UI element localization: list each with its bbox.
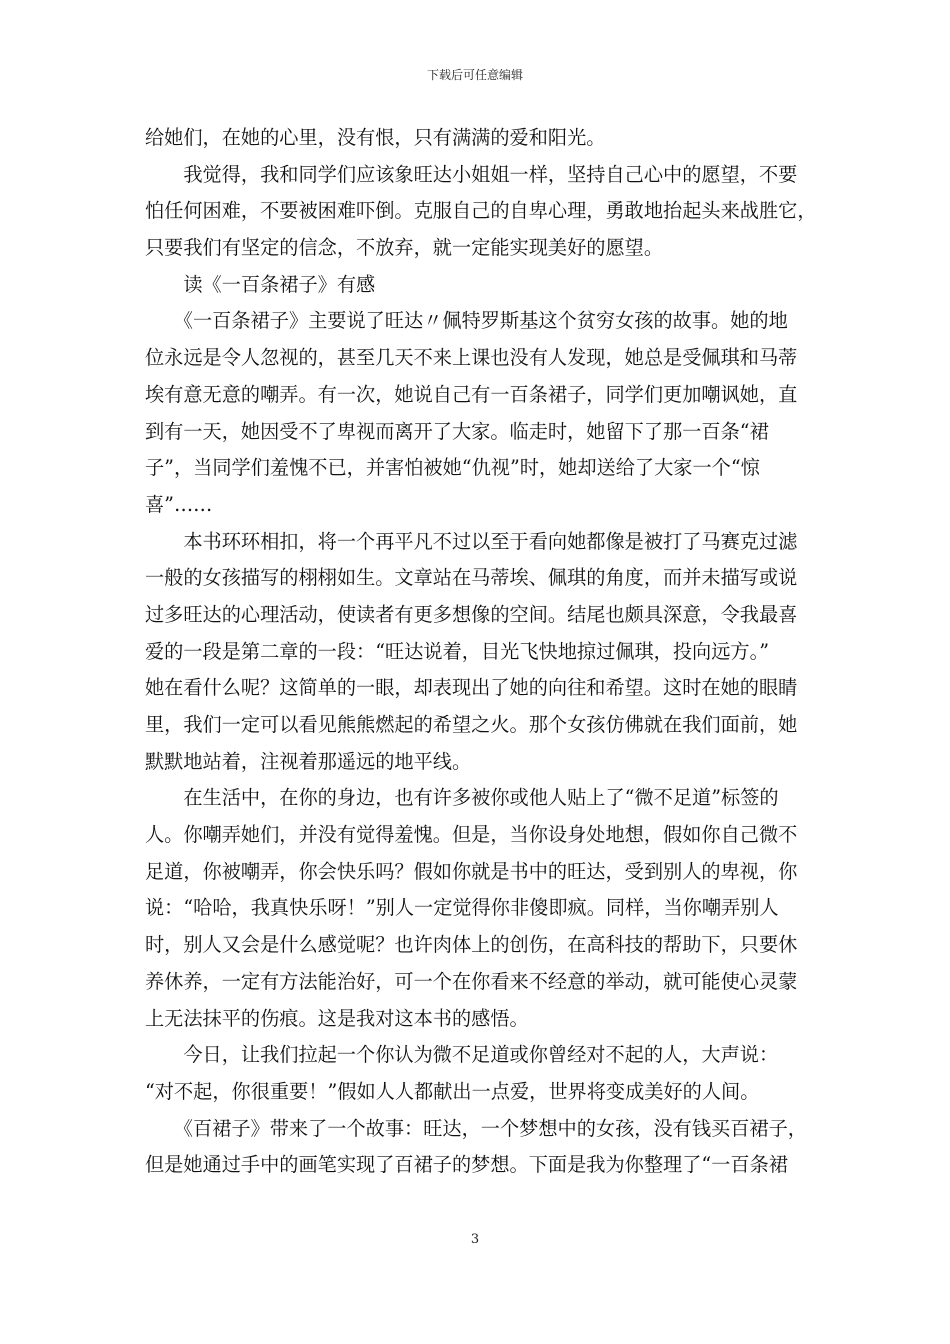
text-line: “对不起，你很重要！”假如人人都献出一点爱，世界将变成美好的人间。: [145, 1079, 760, 1103]
text-line: 默默地站着，注视着那遥远的地平线。: [145, 749, 472, 773]
text-line: 给她们，在她的心里，没有恨，只有满满的爱和阳光。: [145, 126, 606, 149]
text-line: 在生活中，在你的身边，也有许多被你或他人贴上了“微不足道”标签的: [145, 786, 779, 810]
text-line: 人。你嘲弄她们，并没有觉得羞愧。但是，当你设身处地想，假如你自己微不: [145, 823, 798, 847]
text-line: 《一百条裙子》主要说了旺达〃佩特罗斯基这个贫穷女孩的故事。她的地: [145, 309, 788, 333]
text-line: 位永远是令人忽视的，甚至几天不来上课也没有人发现，她总是受佩琪和马蒂: [145, 346, 798, 370]
text-line: 里，我们一定可以看见熊熊燃起的希望之火。那个女孩仿佛就在我们面前，她: [145, 713, 798, 736]
text-line: 养休养，一定有方法能治好，可一个在你看来不经意的举动，就可能使心灵蒙: [145, 969, 798, 993]
text-line: 本书环环相扣，将一个再平凡不过以至于看向她都像是被打了马赛克过滤: [145, 529, 798, 553]
text-line: 一般的女孩描写的栩栩如生。文章站在马蒂埃、佩琪的角度，而并未描写或说: [145, 566, 798, 590]
page-number: 3: [470, 1232, 480, 1247]
text-line: 她在看什么呢？这简单的一眼，却表现出了她的向往和希望。这时在她的眼睛: [145, 676, 798, 700]
text-line: 我觉得，我和同学们应该象旺达小姐姐一样，坚持自己心中的愿望，不要: [145, 162, 798, 186]
text-line: 只要我们有坚定的信念，不放弃，就一定能实现美好的愿望。: [145, 236, 664, 260]
text-line: 说：“哈哈，我真快乐呀！”别人一定觉得你非傻即疯。同样，当你嘲弄别人: [145, 896, 779, 920]
page-header: 下载后可任意编辑: [426, 68, 523, 82]
text-line: 时，别人又会是什么感觉呢？也许肉体上的创伤，在高科技的帮助下，只要休: [145, 933, 798, 957]
text-line: 过多旺达的心理活动，使读者有更多想像的空间。结尾也颇具深意，令我最喜: [145, 602, 798, 626]
text-line: 上无法抹平的伤痕。这是我对这本书的感悟。: [145, 1006, 529, 1030]
text-line: 但是她通过手中的画笔实现了百裙子的梦想。下面是我为你整理了“一百条裙: [145, 1153, 788, 1177]
text-line: 读《一百条裙子》有感: [145, 272, 376, 296]
text-line: 怕任何困难，不要被困难吓倒。克服自己的自卑心理，勇敢地抬起头来战胜它，: [145, 199, 817, 223]
text-line: 子”，当同学们羞愧不已，并害怕被她“仇视”时，她却送给了大家一个“惊: [145, 456, 760, 480]
text-line: 《百裙子》带来了一个故事：旺达，一个梦想中的女孩，没有钱买百裙子，: [145, 1116, 807, 1140]
text-line: 到有一天，她因受不了卑视而离开了大家。临走时，她留下了那一百条“裙: [145, 419, 769, 443]
document-body: [145, 120, 817, 1184]
text-line: 爱的一段是第二章的一段：“旺达说着，目光飞快地掠过佩琪，投向远方。”: [145, 639, 770, 663]
text-line: 今日，让我们拉起一个你认为微不足道或你曾经对不起的人，大声说：: [145, 1043, 779, 1067]
text-line: 喜”……: [145, 492, 213, 516]
text-line: 足道，你被嘲弄，你会快乐吗？假如你就是书中的旺达，受到别人的卑视，你: [145, 859, 798, 883]
text-line: 埃有意无意的嘲弄。有一次，她说自己有一百条裙子，同学们更加嘲讽她，直: [145, 382, 798, 406]
